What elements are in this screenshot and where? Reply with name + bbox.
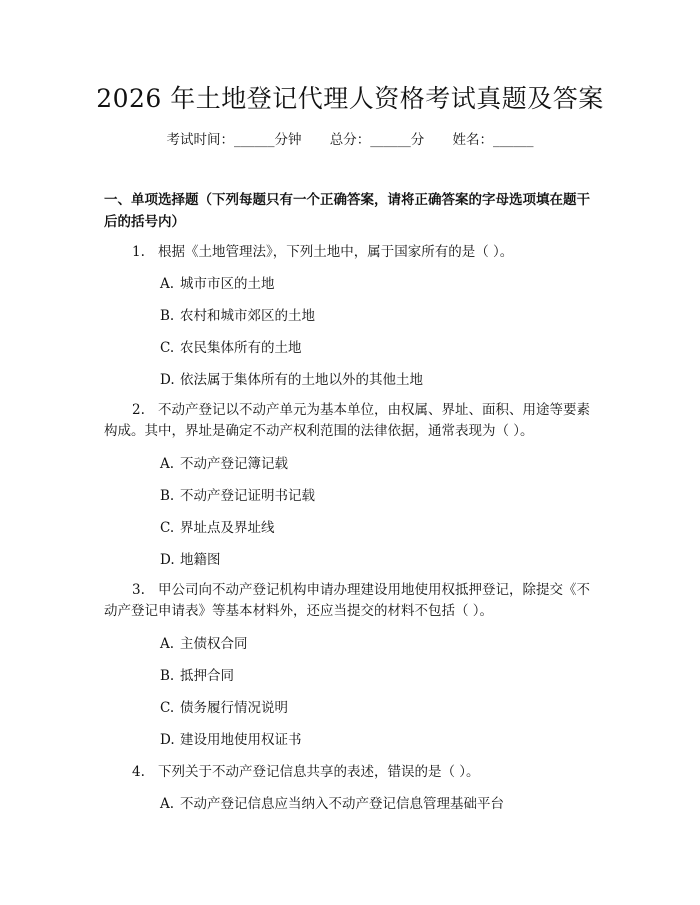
answer-option	[160, 634, 600, 654]
option-letter: A.	[160, 276, 175, 292]
option-letter: B.	[160, 668, 175, 684]
question-number: 1.	[132, 244, 145, 260]
answer-option	[160, 518, 600, 538]
answer-option	[160, 338, 600, 358]
answer-option	[160, 698, 600, 718]
total-score-field: 总分：______分	[329, 132, 425, 148]
answer-option	[160, 794, 600, 814]
answer-option	[160, 454, 600, 474]
option-text: 界址点及界址线	[180, 520, 275, 536]
question-number: 2.	[132, 402, 145, 418]
answer-option	[160, 550, 600, 570]
option-text: 农民集体所有的土地	[180, 340, 302, 356]
option-text: 债务履行情况说明	[180, 700, 288, 716]
answer-option	[160, 486, 600, 506]
option-letter: A.	[160, 796, 175, 812]
option-letter: D.	[160, 372, 175, 388]
question-stem	[104, 400, 599, 442]
exam-meta	[0, 130, 700, 150]
option-text: 主债权合同	[180, 636, 248, 652]
option-text: 依法属于集体所有的土地以外的其他土地	[180, 372, 423, 388]
question-stem	[104, 580, 599, 622]
option-text: 农村和城市郊区的土地	[180, 308, 315, 324]
option-letter: D.	[160, 732, 175, 748]
question-text: 下列关于不动产登记信息共享的表述，错误的是（ ）。	[158, 764, 480, 780]
answer-option	[160, 666, 600, 686]
option-letter: C.	[160, 340, 175, 356]
option-letter: B.	[160, 308, 175, 324]
option-letter: D.	[160, 552, 175, 568]
question-text: 甲公司向不动产登记机构申请办理建设用地使用权抵押登记，除提交《不动产登记申请表》等基本材料外，还应当提交的材料不包括（ ）。	[104, 582, 590, 619]
answer-option	[160, 370, 600, 390]
question-text: 不动产登记以不动产单元为基本单位，由权属、界址、面积、用途等要素构成。其中，界址是确定不动产权利范围的法律依据，通常表现为（ ）。	[104, 402, 590, 439]
option-letter: A.	[160, 456, 175, 472]
option-text: 不动产登记簿记载	[180, 456, 288, 472]
question-number: 3.	[132, 582, 145, 598]
option-letter: C.	[160, 520, 175, 536]
option-text: 不动产登记信息应当纳入不动产登记信息管理基础平台	[180, 796, 504, 812]
option-text: 地籍图	[180, 552, 221, 568]
option-text: 抵押合同	[180, 668, 234, 684]
answer-option	[160, 306, 600, 326]
page-title: 2026 年土地登记代理人资格考试真题及答案	[96, 84, 604, 113]
option-letter: C.	[160, 700, 175, 716]
section-heading: 一、单项选择题（下列每题只有一个正确答案，请将正确答案的字母选项填在题干后的括号内）	[104, 192, 590, 230]
question-text: 根据《土地管理法》，下列土地中，属于国家所有的是（ ）。	[158, 244, 514, 260]
option-text: 城市市区的土地	[180, 276, 275, 292]
answer-option	[160, 730, 600, 750]
option-letter: B.	[160, 488, 175, 504]
option-text: 建设用地使用权证书	[180, 732, 302, 748]
name-field: 姓名：______	[452, 132, 534, 148]
answer-option	[160, 274, 600, 294]
option-text: 不动产登记证明书记载	[180, 488, 315, 504]
question-stem	[104, 762, 599, 783]
question-stem	[104, 242, 599, 263]
exam-time-field: 考试时间：______分钟	[166, 132, 302, 148]
option-letter: A.	[160, 636, 175, 652]
question-number: 4.	[132, 764, 145, 780]
